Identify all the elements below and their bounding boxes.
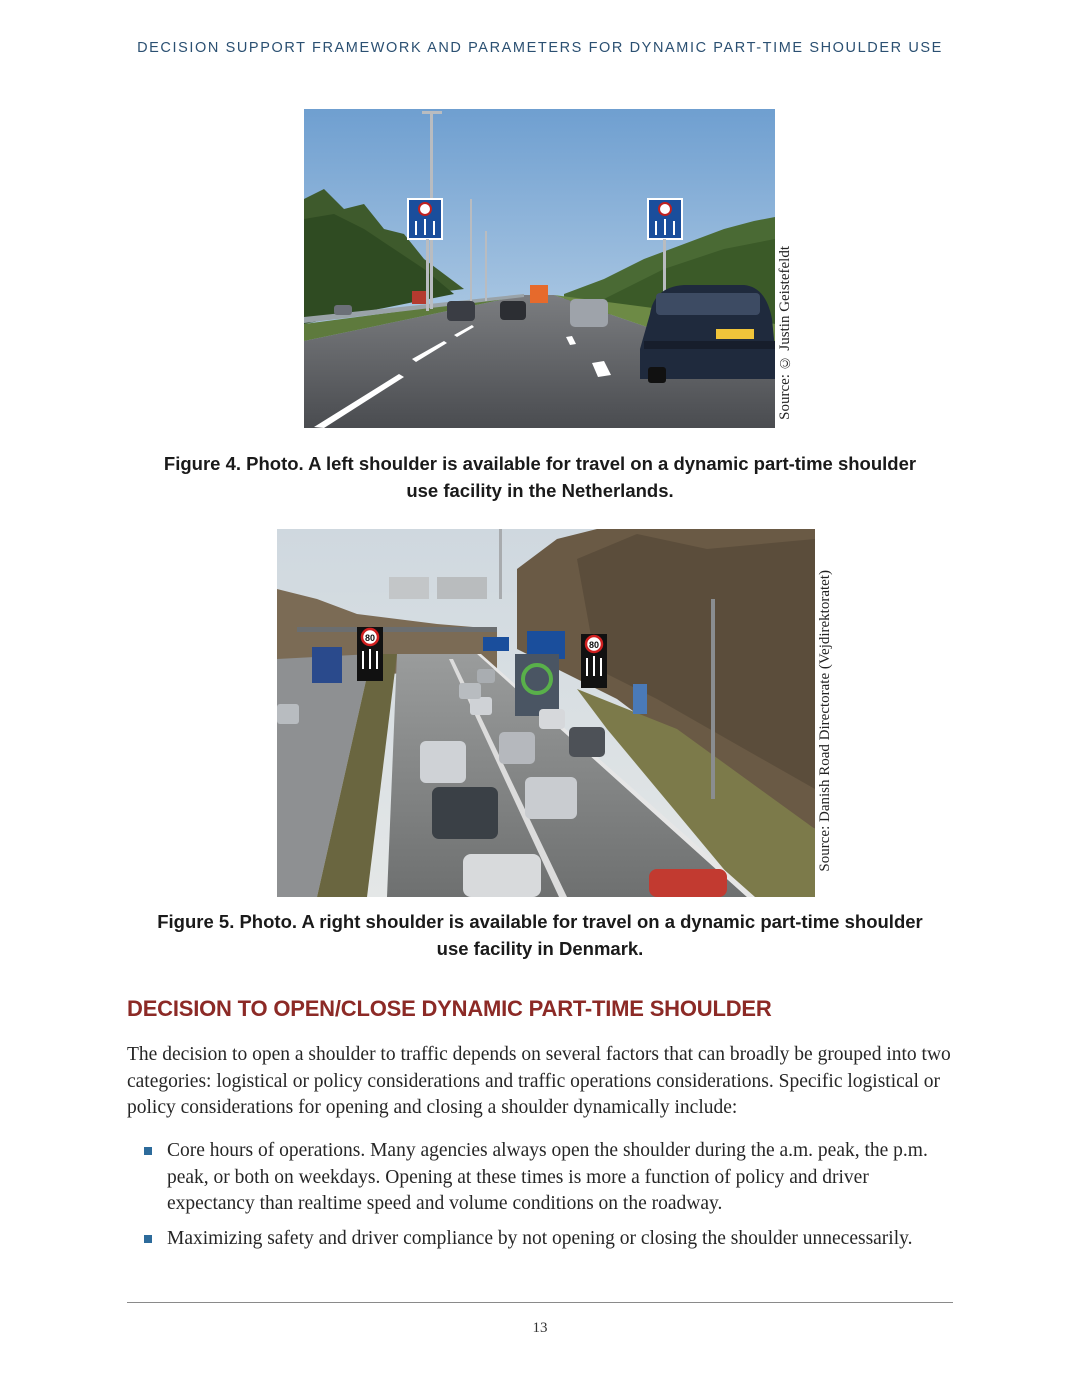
figure-5-credit: Source: Danish Road Directorate (Vejdirektoratet) bbox=[817, 570, 833, 872]
footer-divider bbox=[127, 1302, 953, 1303]
figure-5-sign-speed-right: 80 bbox=[588, 640, 600, 650]
running-head: DECISION SUPPORT FRAMEWORK AND PARAMETERS FOR DYNAMIC PART-TIME SHOULDER USE bbox=[137, 40, 943, 56]
figure-5-caption-line1: Figure 5. Photo. A right shoulder is available for travel on a dynamic part-time shoulder bbox=[157, 911, 923, 932]
list-item bbox=[127, 1226, 957, 1253]
figure-4-credit: Source: © Justin Geistefeldt bbox=[777, 246, 793, 420]
list-item-text: Core hours of operations. Many agencies always open the shoulder during the a.m. peak, the p.m. peak, or both on weekdays. Opening at these times is more a function of policy and driver expectancy than realtime speed and volume conditions on the roadway. bbox=[167, 1140, 928, 1214]
page-number: 13 bbox=[532, 1320, 548, 1336]
figure-5-caption-line2: use facility in Denmark. bbox=[436, 938, 644, 959]
section-heading: DECISION TO OPEN/CLOSE DYNAMIC PART-TIME SHOULDER bbox=[127, 996, 772, 1021]
figure-4-photo bbox=[304, 109, 775, 428]
list-item bbox=[127, 1138, 957, 1218]
bullet-square-icon bbox=[144, 1235, 152, 1243]
figure-5-photo bbox=[277, 529, 815, 897]
figure-4-caption bbox=[110, 450, 970, 504]
list-item-text: Maximizing safety and driver compliance by not opening or closing the shoulder unnecessarily. bbox=[167, 1227, 913, 1249]
figure-4-caption-line1: Figure 4. Photo. A left shoulder is available for travel on a dynamic part-time shoulder bbox=[163, 453, 917, 474]
figure-4-caption-line2: use facility in the Netherlands. bbox=[406, 480, 674, 501]
bullet-square-icon bbox=[144, 1147, 152, 1155]
bullet-list bbox=[127, 1138, 957, 1260]
body-paragraph: The decision to open a shoulder to traffic depends on several factors that can broadly be grouped into two categories: logistical or policy considerations and traffic operations considerations. Specific logistical or policy considerations for opening and closing a shoulder dynamically include: bbox=[127, 1044, 951, 1118]
figure-5-sign-speed-left: 80 bbox=[364, 633, 376, 643]
figure-5-caption bbox=[110, 908, 970, 962]
